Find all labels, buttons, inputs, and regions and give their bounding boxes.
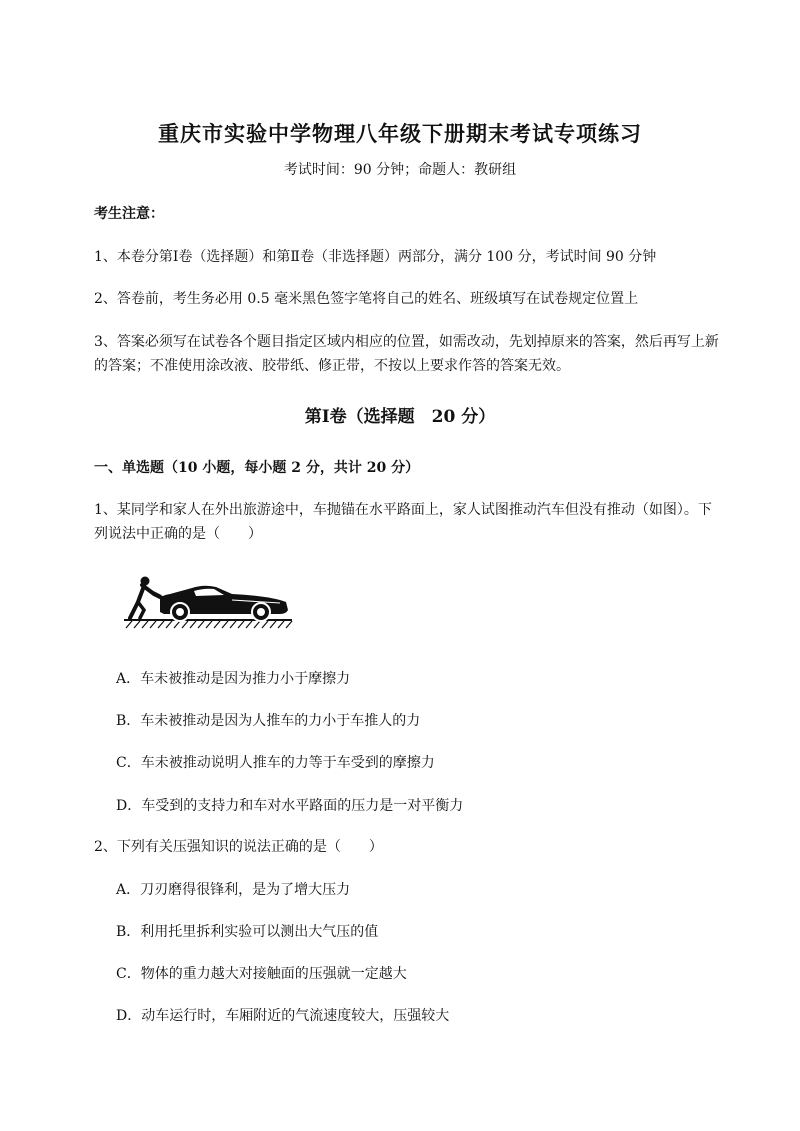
exam-subtitle: 考试时间：90 分钟；命题人：教研组 <box>283 162 517 178</box>
exam-title: 重庆市实验中学物理八年级下册期末考试专项练习 <box>158 121 642 146</box>
notice-item: 2、答卷前，考生务必用 0.5 毫米黑色签字笔将自己的姓名、班级填写在试卷规定位置上 <box>94 291 639 307</box>
option-c: C．物体的重力越大对接触面的压强就一定越大 <box>116 966 407 982</box>
option-a: A．刀刃磨得很锋利，是为了增大压力 <box>116 882 351 898</box>
option-a: A．车未被推动是因为推力小于摩擦力 <box>116 671 351 687</box>
part-heading: 一、单选题（10 小题，每小题 2 分，共计 20 分） <box>94 460 420 476</box>
question-stem: 列说法中正确的是（ ） <box>94 526 262 542</box>
notice-item: 3、答案必须写在试卷各个题目指定区域内相应的位置，如需改动，先划掉原来的答案，然后再写上新 <box>94 334 719 350</box>
question-stem: 2、下列有关压强知识的说法正确的是（ ） <box>94 839 383 855</box>
notice-item: 1、本卷分第Ⅰ卷（选择题）和第Ⅱ卷（非选择题）两部分，满分 100 分，考试时间 90 分钟 <box>94 249 657 265</box>
section-title: 第Ⅰ卷（选择题 20 分） <box>304 407 496 427</box>
option-b: B．利用托里拆利实验可以测出大气压的值 <box>116 924 379 940</box>
option-d: D．车受到的支持力和车对水平路面的压力是一对平衡力 <box>116 798 464 814</box>
notice-heading: 考生注意： <box>94 206 164 222</box>
notice-item: 的答案；不准使用涂改液、胶带纸、修正带，不按以上要求作答的答案无效。 <box>94 358 570 374</box>
option-b: B．车未被推动是因为人推车的力小于车推人的力 <box>116 713 421 729</box>
option-c: C．车未被推动说明人推车的力等于车受到的摩擦力 <box>116 755 435 771</box>
question-stem: 1、某同学和家人在外出旅游途中，车抛锚在水平路面上，家人试图推动汽车但没有推动（如图）。下 <box>94 502 712 518</box>
person-pushing-car-illustration <box>120 572 295 632</box>
option-d: D．动车运行时，车厢附近的气流速度较大，压强较大 <box>116 1008 450 1024</box>
